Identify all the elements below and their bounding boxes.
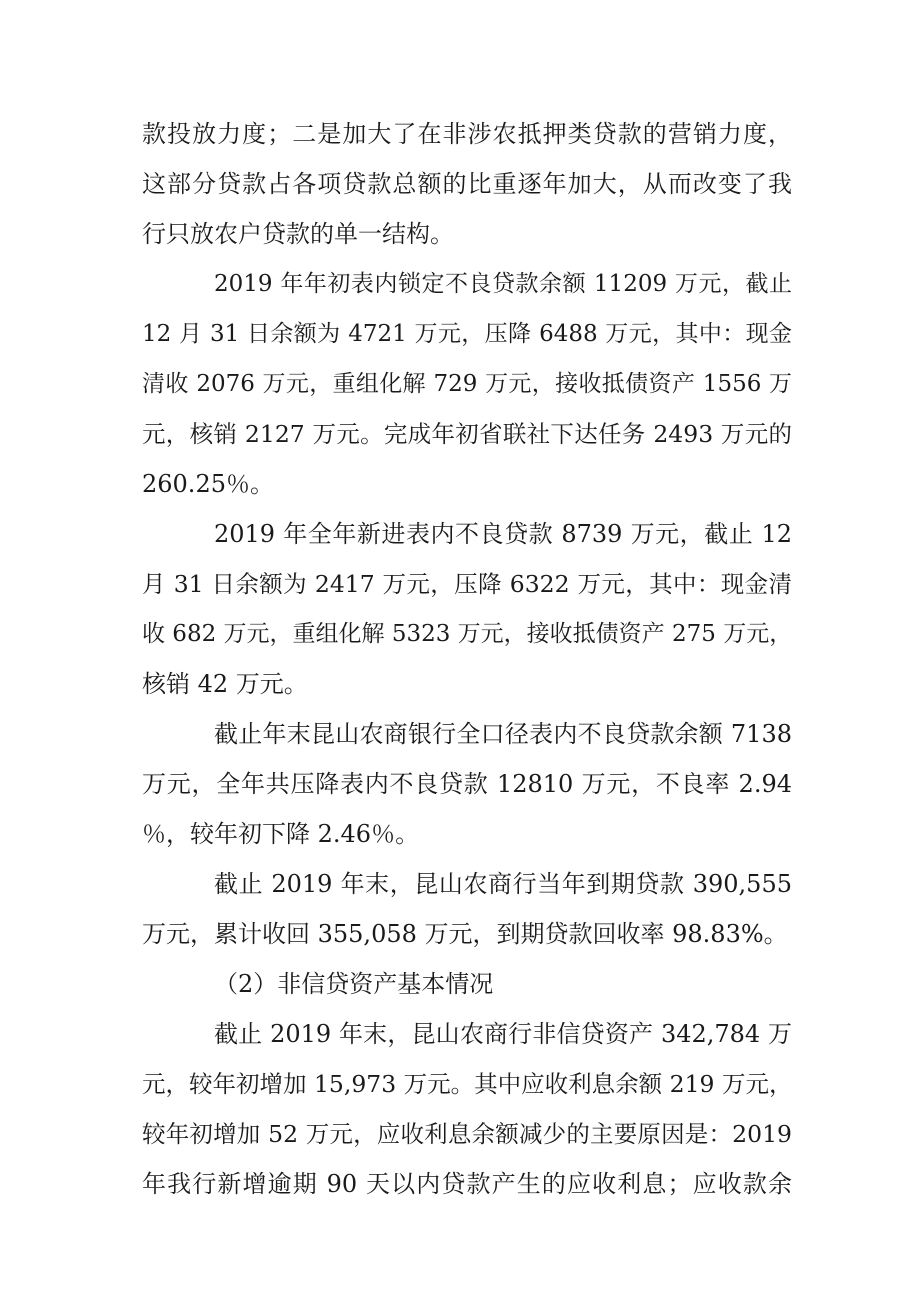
paragraph-line: 截止年末昆山农商银行全口径表内不良贷款余额 7138 — [214, 720, 792, 748]
paragraph-line: 这部分贷款占各项贷款总额的比重逐年加大，从而改变了我 — [142, 170, 792, 198]
paragraph-line: 元，较年初增加 15,973 万元。其中应收利息余额 219 万元， — [142, 1070, 793, 1098]
paragraph-line: 截止 2019 年末，昆山农商行当年到期贷款 390,555 — [214, 870, 792, 898]
paragraph-line: 万元，累计收回 355,058 万元，到期贷款回收率 98.83%。 — [142, 920, 788, 948]
paragraph-line: 收 682 万元，重组化解 5323 万元，接收抵债资产 275 万元， — [142, 621, 793, 647]
paragraph-line: 年我行新增逾期 90 天以内贷款产生的应收利息；应收款余 — [142, 1170, 792, 1198]
section-heading: （2）非信贷资产基本情况 — [214, 970, 494, 998]
paragraph-line: 款投放力度；二是加大了在非涉农抵押类贷款的营销力度， — [142, 120, 792, 148]
paragraph-line: 月 31 日余额为 2417 万元，压降 6322 万元，其中：现金清 — [142, 570, 792, 598]
paragraph-line: 较年初增加 52 万元，应收利息余额减少的主要原因是：2019 — [142, 1120, 792, 1148]
paragraph-line: 截止 2019 年末，昆山农商行非信贷资产 342,784 万 — [214, 1020, 792, 1048]
paragraph-line: 核销 42 万元。 — [142, 670, 308, 698]
paragraph-line: 260.25％。 — [142, 470, 274, 498]
paragraph-line: 2019 年全年新进表内不良贷款 8739 万元，截止 12 — [214, 520, 792, 548]
paragraph-line: ％，较年初下降 2.46％。 — [142, 820, 420, 848]
paragraph-line: 12 月 31 日余额为 4721 万元，压降 6488 万元，其中：现金 — [142, 321, 792, 347]
paragraph-line: 万元，全年共压降表内不良贷款 12810 万元，不良率 2.94 — [142, 770, 792, 798]
paragraph-line: 元，核销 2127 万元。完成年初省联社下达任务 2493 万元的 — [142, 420, 792, 448]
paragraph-line: 2019 年年初表内锁定不良贷款余额 11209 万元，截止 — [214, 271, 792, 297]
paragraph-line: 行只放农户贷款的单一结构。 — [142, 220, 454, 248]
paragraph-line: 清收 2076 万元，重组化解 729 万元，接收抵债资产 1556 万 — [142, 371, 792, 397]
